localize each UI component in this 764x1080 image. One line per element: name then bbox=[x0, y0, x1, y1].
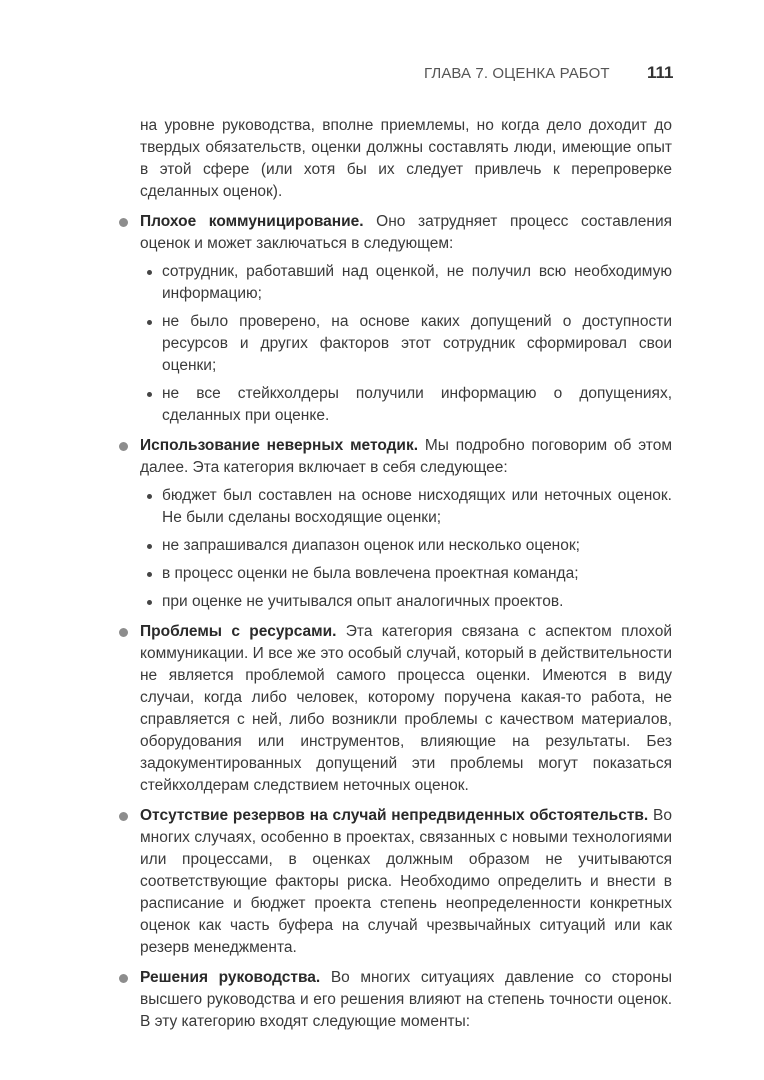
list-item-reserves bbox=[140, 805, 672, 959]
bullet-icon bbox=[119, 812, 128, 821]
bullet-icon bbox=[119, 974, 128, 983]
sub-list-item bbox=[162, 563, 672, 585]
item-title: Плохое коммуницирование. bbox=[140, 213, 364, 230]
list-item-communication bbox=[140, 211, 672, 427]
continuation-paragraph: на уровне руководства, вполне приемлемы, но когда дело доходит до твердых обязательств, оценки должны составлять люди, имеющие опыт в этой сфере (или хотя бы их следует привлечь к перепроверке сделанных оценок). bbox=[140, 117, 672, 200]
sub-list-item bbox=[162, 383, 672, 427]
item-title: Отсутствие резервов на случай непредвиденных обстоятельств. bbox=[140, 807, 649, 824]
sub-list-item bbox=[162, 535, 672, 557]
sub-list-item bbox=[162, 485, 672, 529]
item-paragraph bbox=[140, 805, 672, 959]
sub-item-text: не было проверено, на основе каких допущений о доступности ресурсов и других факторов этот сотрудник сформировал свои оценки; bbox=[162, 313, 672, 374]
sub-item-text: сотрудник, работавший над оценкой, не получил всю необходимую информацию; bbox=[162, 263, 672, 302]
item-text: Во многих ситуациях давление со стороны высшего руководства и его решения влияют на степень точности оценок. В эту категорию входят следующие моменты: bbox=[140, 969, 672, 1030]
sub-list bbox=[140, 261, 672, 427]
item-title: Использование неверных методик. bbox=[140, 437, 419, 454]
sub-list-item bbox=[162, 591, 672, 613]
sub-item-text: не запрашивался диапазон оценок или несколько оценок; bbox=[162, 537, 580, 554]
page-header bbox=[0, 62, 764, 86]
item-paragraph bbox=[140, 211, 672, 255]
bullet-icon bbox=[147, 270, 152, 275]
bullet-icon bbox=[147, 600, 152, 605]
item-title: Решения руководства. bbox=[140, 969, 321, 986]
bullet-icon bbox=[119, 218, 128, 227]
page-number: 111 bbox=[647, 63, 674, 82]
item-text: Эта категория связана с аспектом плохой коммуникации. И все же это особый случай, который в действительности не является проблемой самого процесса оценки. Имеются в виду случаи, когда либо человек, которому поручена какая-то работа, не справляется с ней, либо возникли проблемы с качеством материалов, оборудования или инструментов, влияющие на результаты. Без задокументированных допущений эти проблемы могут показаться стейкхолдерам следствием неточных оценок. bbox=[140, 623, 672, 794]
sub-item-text: не все стейкхолдеры получили информацию о допущениях, сделанных при оценке. bbox=[162, 385, 672, 424]
item-paragraph bbox=[140, 621, 672, 797]
list-item-management-decisions bbox=[140, 967, 672, 1033]
sub-list bbox=[140, 485, 672, 613]
item-paragraph bbox=[140, 435, 672, 479]
item-paragraph bbox=[140, 967, 672, 1033]
bullet-icon bbox=[147, 544, 152, 549]
bullet-icon bbox=[119, 628, 128, 637]
bullet-icon bbox=[147, 392, 152, 397]
item-text: Мы подробно поговорим об этом далее. Эта категория включает в себя следующее: bbox=[140, 437, 672, 476]
sub-list-item bbox=[162, 311, 672, 377]
sub-item-text: бюджет был составлен на основе нисходящих или неточных оценок. Не были сделаны восходящие оценки; bbox=[162, 487, 672, 526]
sub-item-text: при оценке не учитывался опыт аналогичных проектов. bbox=[162, 593, 564, 610]
page-body bbox=[140, 115, 672, 1041]
list-item-resources bbox=[140, 621, 672, 797]
list-item-wrong-methods bbox=[140, 435, 672, 613]
bullet-icon bbox=[119, 442, 128, 451]
bullet-icon bbox=[147, 320, 152, 325]
sub-item-text: в процесс оценки не была вовлечена проектная команда; bbox=[162, 565, 579, 582]
item-title: Проблемы с ресурсами. bbox=[140, 623, 337, 640]
bullet-icon bbox=[147, 572, 152, 577]
bullet-icon bbox=[147, 494, 152, 499]
item-text: Во многих случаях, особенно в проектах, связанных с новыми технологиями или процессами, в оценках должным образом не учитываются соответствующие факторы риска. Необходимо определить и внести в расписание и бюджет проекта степень неопределенности конкретных оценок как часть буфера на случай чрезвычайных ситуаций или как резерв менеджмента. bbox=[140, 807, 672, 956]
running-head: ГЛАВА 7. ОЦЕНКА РАБОТ bbox=[424, 65, 610, 82]
sub-list-item bbox=[162, 261, 672, 305]
item-text: Оно затрудняет процесс составления оценок и может заключаться в следующем: bbox=[140, 213, 672, 252]
